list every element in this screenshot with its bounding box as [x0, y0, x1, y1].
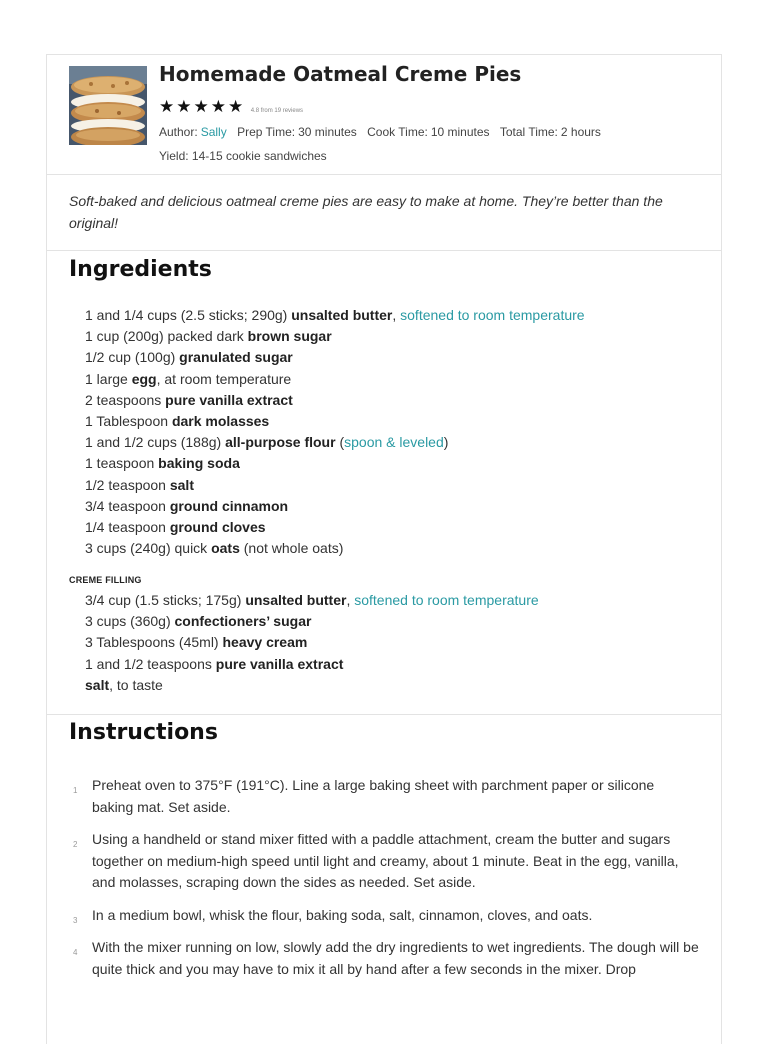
step-number: 1 [73, 786, 78, 795]
ingredient-item [85, 390, 585, 411]
step-number: 3 [73, 915, 78, 925]
summary-text: Soft-baked and delicious oatmeal creme pies are easy to make at home. They’re better than the original! [69, 193, 663, 231]
ingredients-heading: Ingredients [69, 257, 212, 282]
recipe-title: Homemade Oatmeal Creme Pies [159, 62, 522, 86]
recipe-card [46, 54, 722, 1044]
ingredient-name: egg [131, 370, 157, 387]
step-text: Preheat oven to 375°F (191°C). Line a large baking sheet with parchment paper or silicone baking mat. Set aside. [92, 777, 655, 815]
ingredient-text: 2 teaspoons [85, 391, 166, 408]
total-time-label: Total Time: [499, 125, 558, 139]
recipe-yield [159, 149, 327, 163]
ingredient-item [85, 632, 539, 653]
rating[interactable] [159, 97, 303, 117]
ingredient-item [85, 369, 585, 390]
author-meta [159, 125, 230, 139]
step-text: In a medium bowl, whisk the flour, baking soda, salt, cinnamon, cloves, and oats. [92, 906, 593, 923]
ingredient-text: 3 cups (240g) quick [85, 540, 212, 557]
instructions-heading: Instructions [69, 720, 218, 745]
step-number: 2 [73, 840, 78, 849]
ingredient-text: (not whole oats) [239, 540, 344, 557]
ingredient-text: 1/2 cup (100g) [85, 349, 180, 366]
cook-time [367, 125, 493, 139]
ingredient-text: , to taste [109, 676, 163, 693]
star-icon[interactable]: ★ [159, 97, 175, 116]
prep-time [237, 125, 360, 139]
ingredient-text: 1 Tablespoon [85, 413, 172, 430]
instructions-section [47, 715, 721, 1005]
ingredient-item [85, 347, 585, 368]
ingredient-name: pure vanilla extract [165, 391, 293, 408]
ingredients-list [85, 305, 585, 559]
ingredient-name: dark molasses [171, 413, 270, 430]
ingredient-name: all-purpose flour [225, 434, 336, 451]
ingredient-name: oats [211, 540, 240, 557]
step-number: 4 [73, 948, 78, 957]
ingredient-name: unsalted butter [245, 592, 347, 608]
recipe-photo [69, 66, 147, 145]
ingredient-item [85, 538, 585, 559]
instruction-step [69, 829, 699, 894]
ingredient-item [85, 611, 539, 632]
prep-time-label: Prep Time: [237, 125, 296, 139]
author-link[interactable]: Sally [200, 125, 227, 139]
ingredient-text: 1 large [85, 370, 132, 387]
ingredient-text: 1 and 1/4 cups (2.5 sticks; 290g) [85, 307, 292, 323]
ingredient-link[interactable]: softened to room temperature [400, 307, 585, 323]
ingredient-name: confectioners’ sugar [174, 613, 312, 630]
ingredient-item [85, 675, 539, 696]
ingredient-link[interactable]: softened to room temperature [354, 592, 539, 608]
ingredient-item [85, 305, 585, 326]
ingredient-item [85, 590, 539, 611]
ingredient-text: ( [335, 434, 345, 451]
ingredient-name: salt [169, 476, 194, 493]
ingredient-item [85, 496, 585, 517]
ingredient-text: 3/4 cup (1.5 sticks; 175g) [85, 592, 246, 608]
ingredient-name: granulated sugar [179, 349, 293, 366]
recipe-meta [159, 125, 608, 139]
ingredient-text: 3/4 teaspoon [85, 497, 170, 514]
ingredient-item [85, 411, 585, 432]
instruction-step [69, 905, 699, 927]
ingredient-text: 3 cups (360g) [85, 613, 175, 630]
ingredient-name: baking soda [158, 455, 240, 472]
ingredient-item [85, 326, 585, 347]
ingredient-link[interactable]: spoon & leveled [344, 434, 444, 451]
creme-filling-label: CREME FILLING [69, 575, 142, 585]
cook-time-value: 10 minutes [430, 125, 490, 139]
instructions-list [69, 775, 699, 991]
ingredient-name: unsalted butter [291, 307, 393, 323]
ingredient-text: , [392, 307, 401, 323]
ingredient-name: heavy cream [222, 634, 308, 651]
ingredients-section [47, 251, 721, 715]
prep-time-value: 30 minutes [298, 125, 357, 139]
ingredient-name: salt [85, 676, 110, 693]
ingredient-item [85, 453, 585, 474]
author-label: Author: [159, 125, 198, 139]
recipe-thumbnail[interactable] [69, 66, 147, 145]
ingredient-text: ) [443, 434, 449, 451]
ingredient-name: ground cinnamon [169, 497, 289, 514]
instruction-step [69, 775, 699, 818]
ingredient-name: pure vanilla extract [215, 655, 344, 672]
ingredient-item [85, 475, 585, 496]
rating-stars[interactable] [159, 99, 245, 116]
star-icon[interactable]: ★ [176, 97, 192, 116]
ingredient-name: brown sugar [247, 328, 332, 345]
total-time-value: 2 hours [560, 125, 601, 139]
ingredient-text: 1/2 teaspoon [85, 476, 170, 493]
recipe-header [47, 55, 721, 175]
ingredient-text: 1/4 teaspoon [85, 519, 170, 536]
ingredient-item [85, 517, 585, 538]
star-icon[interactable]: ★ [193, 97, 209, 116]
ingredient-text: 1 and 1/2 teaspoons [85, 655, 216, 672]
star-icon[interactable]: ★ [210, 97, 226, 116]
ingredient-item [85, 654, 539, 675]
ingredient-text: 1 cup (200g) packed dark [85, 328, 248, 345]
filling-ingredients-list [85, 590, 539, 696]
cook-time-label: Cook Time: [367, 125, 428, 139]
recipe-summary [47, 175, 721, 251]
yield-label: Yield: [159, 149, 189, 163]
ingredient-text: , [346, 592, 355, 608]
ingredient-text: 1 and 1/2 cups (188g) [85, 434, 226, 451]
total-time [500, 125, 601, 139]
ingredient-item [85, 432, 585, 453]
ingredient-text: , at room temperature [156, 370, 292, 387]
ingredient-name: ground cloves [169, 519, 266, 536]
star-icon[interactable]: ★ [228, 97, 244, 116]
instruction-step [69, 937, 699, 980]
step-text: With the mixer running on low, slowly add the dry ingredients to wet ingredients. The dough will be quite thick and you may have to mix it all by hand after a few seconds in the mixer. Drop [92, 939, 699, 977]
yield-value: 14-15 cookie sandwiches [191, 149, 327, 163]
ingredient-text: 3 Tablespoons (45ml) [85, 634, 223, 651]
ingredient-text: 1 teaspoon [85, 455, 159, 472]
rating-text: 4.8 from 19 reviews [250, 108, 304, 114]
step-text: Using a handheld or stand mixer fitted with a paddle attachment, cream the butter and sugars together on medium-high speed until light and creamy, about 1 minute. Beat in the egg, vanilla, and molasses, scraping down the sides as needed. Set aside. [92, 831, 679, 890]
